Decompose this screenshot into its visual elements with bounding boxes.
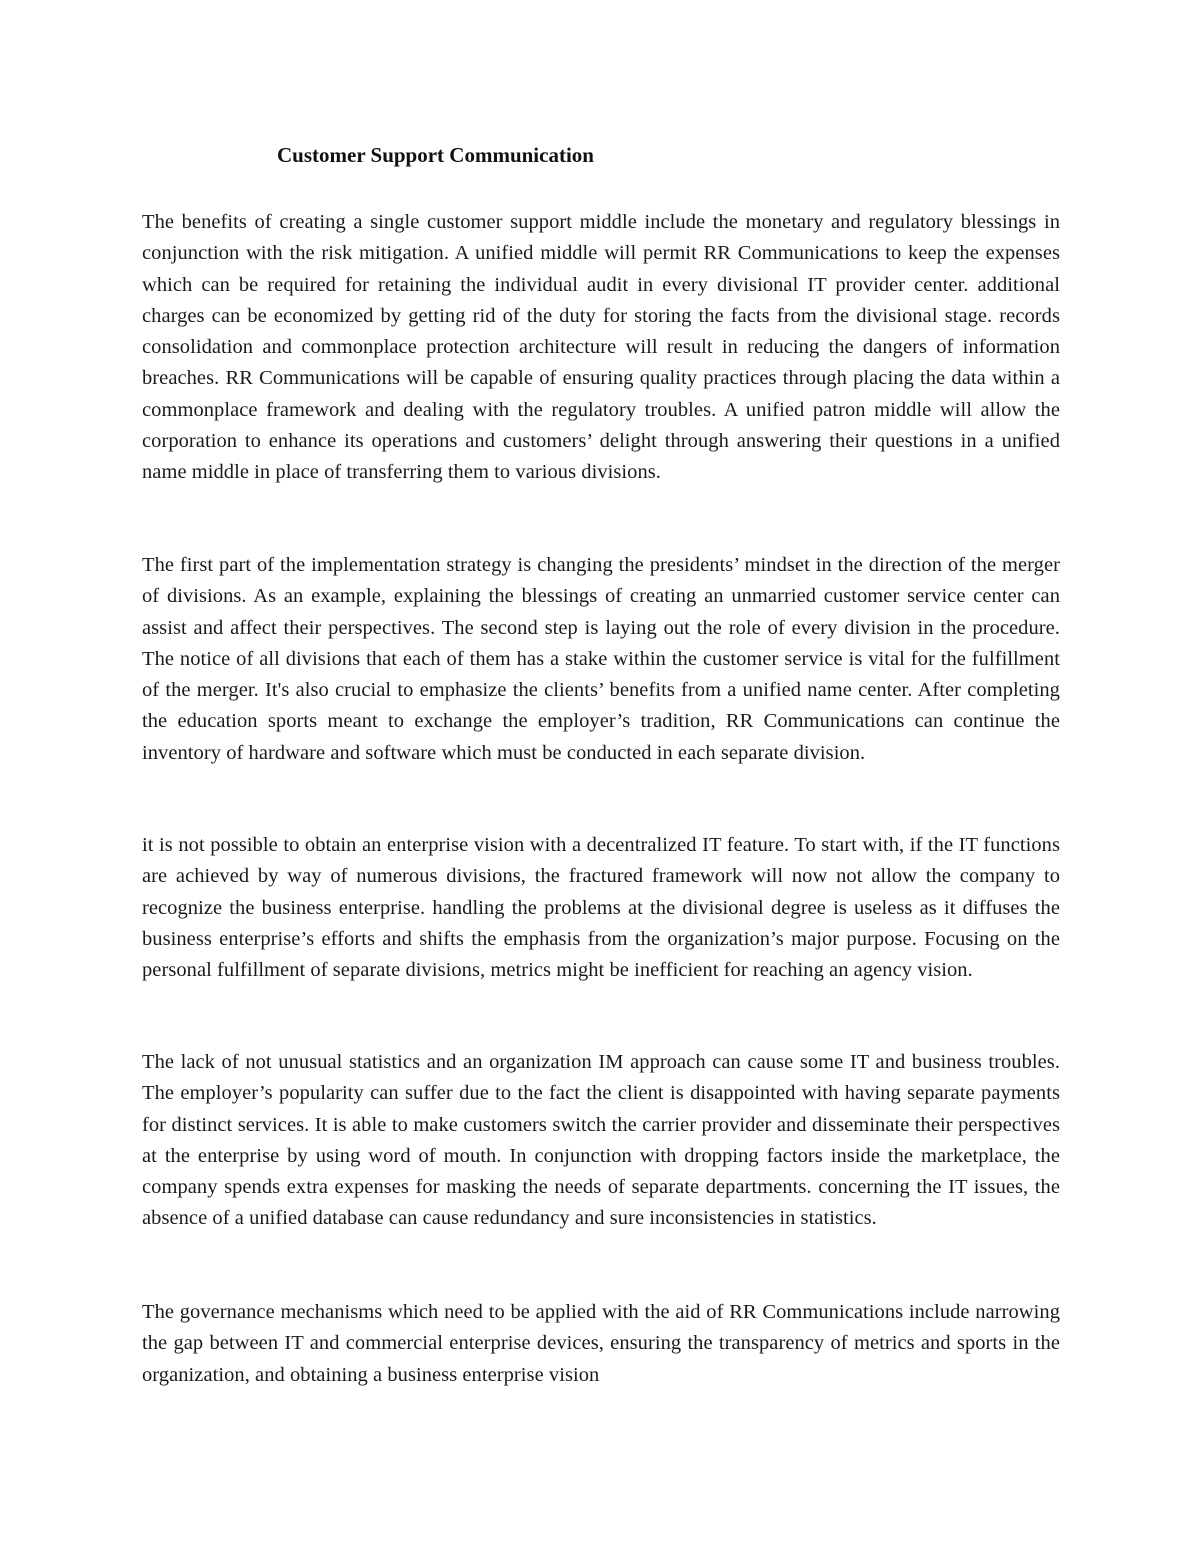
paragraph-enterprise-vision: it is not possible to obtain an enterprise vision with a decentralized IT feature. To start with, if the IT functions are achieved by way of numerous divisions, the fractured framework will now not allow the company to recognize the business enterprise. handling the problems at the divisional degree is useless as it diffuses the business enterprise’s efforts and shifts the emphasis from the organization’s major purpose. Focusing on the personal fulfillment of separate divisions, metrics might be inefficient for reaching an agency vision. (142, 834, 1060, 982)
paragraph-governance: The governance mechanisms which need to be applied with the aid of RR Communications include narrowing the gap between IT and commercial enterprise devices, ensuring the transparency of metrics and sports in the organization, and obtaining a business enterprise vision (142, 1301, 1060, 1386)
document-title: Customer Support Communication (277, 143, 594, 167)
paragraph-troubles: The lack of not unusual statistics and an organization IM approach can cause some IT and business troubles. The employer’s popularity can suffer due to the fact the client is disappointed with having separate payments for distinct services. It is able to make customers switch the carrier provider and disseminate their perspectives at the enterprise by using word of mouth. In conjunction with dropping factors inside the marketplace, the company spends extra expenses for masking the needs of separate departments. concerning the IT issues, the absence of a unified database can cause redundancy and sure inconsistencies in statistics. (142, 1051, 1060, 1230)
paragraph-implementation-strategy: The first part of the implementation strategy is changing the presidents’ mindset in the direction of the merger of divisions. As an example, explaining the blessings of creating an unmarried customer service center can assist and affect their perspectives. The second step is laying out the role of every division in the procedure. The notice of all divisions that each of them has a stake within the customer service is vital for the fulfillment of the merger. It's also crucial to emphasize the clients’ benefits from a unified name center. After completing the education sports meant to exchange the employer’s tradition, RR Communications can continue the inventory of hardware and software which must be conducted in each separate division. (142, 554, 1060, 764)
paragraph-benefits: The benefits of creating a single customer support middle include the monetary and regulatory blessings in conjunction with the risk mitigation. A unified middle will permit RR Communications to keep the expenses which can be required for retaining the individual audit in every divisional IT provider center. additional charges can be economized by getting rid of the duty for storing the facts from the divisional stage. records consolidation and commonplace protection architecture will result in reducing the dangers of information breaches. RR Communications will be capable of ensuring quality practices through placing the data within a commonplace framework and dealing with the regulatory troubles. A unified patron middle will allow the corporation to enhance its operations and customers’ delight through answering their questions in a unified name middle in place of transferring them to various divisions. (142, 211, 1060, 484)
